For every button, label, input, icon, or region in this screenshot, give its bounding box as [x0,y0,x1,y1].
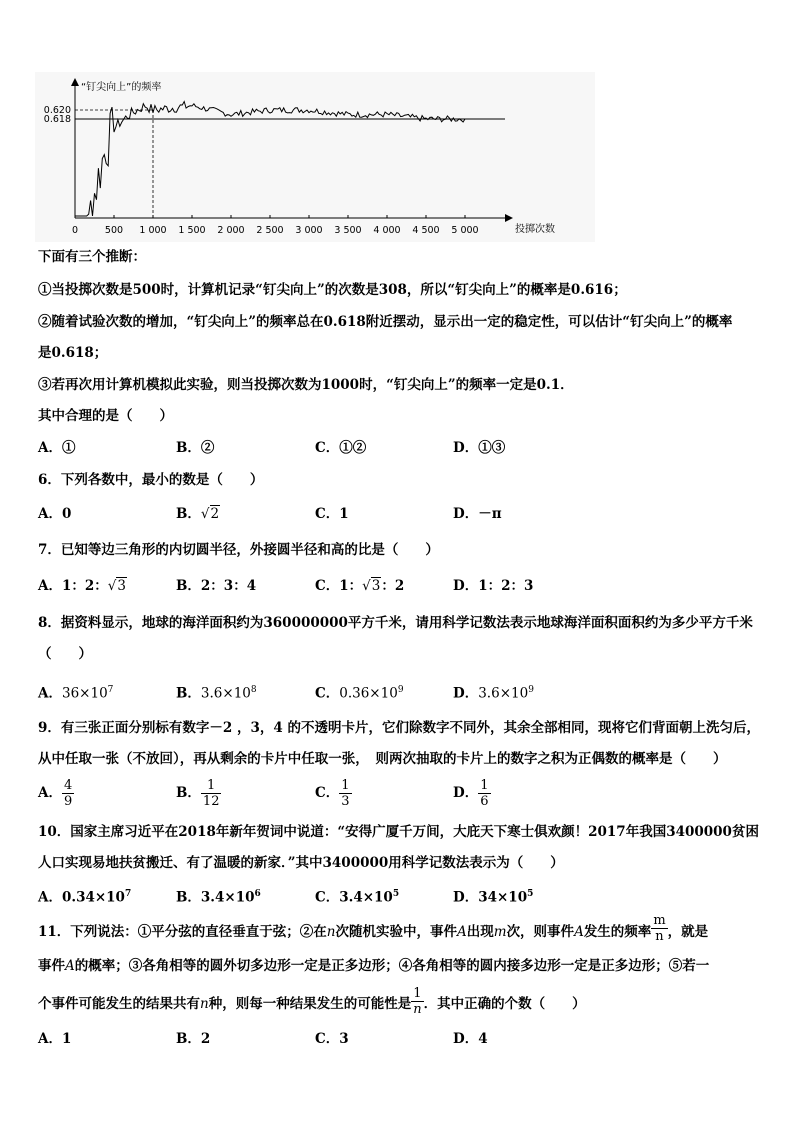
q6-option-c[interactable]: C．1 [315,506,349,522]
fraction [651,913,667,944]
q10-option-a-exp: 7 [124,889,132,899]
denominator: 9 [63,794,73,809]
q10-option-c[interactable] [315,885,399,907]
q9-option-a[interactable] [38,778,74,809]
q11-option-a[interactable]: A．1 [38,1031,72,1047]
x-tick-label: 4 000 [373,225,401,236]
q11-text: 次随机实验中，事件 [335,924,457,940]
q6-option-d[interactable]: D．－π [453,506,502,522]
q7-option-a-text: A．1：2： [38,578,108,594]
var-a: A [65,958,75,974]
denominator: 6 [480,794,489,809]
q8-option-b[interactable] [176,681,257,703]
q11-text: 次，则事件 [506,924,575,940]
q7-option-c-radicand: 3 [371,578,381,594]
denominator: n [655,929,664,944]
q11-text: 事件 [38,958,65,974]
q6-option-a[interactable]: A．0 [38,506,72,522]
q5-option-a[interactable]: A．① [38,440,76,456]
fraction [339,778,351,809]
sqrt-sign: √2 [200,506,220,522]
q8-option-c-value: 0.36×10 [339,685,398,702]
q11-text: 发生的频率 [583,924,652,940]
x-tick-label: 500 [104,225,124,236]
q9-option-d-label: D． [453,785,479,801]
fraction [478,778,490,809]
denominator: n [413,1002,422,1017]
q10-option-d[interactable] [453,885,533,907]
q8-option-c[interactable] [315,681,404,703]
y-axis-label: “钉尖向上”的频率 [81,82,162,93]
q8-option-b-label: B． [176,685,201,702]
sqrt-sign: √3 [362,578,381,594]
numerator: m [653,913,666,928]
numerator: 1 [341,778,350,793]
q5-inference-2: ②随着试验次数的增加，“钉尖向上”的频率总在0.618附近摆动，显示出一定的稳定性，可以估计“钉尖向上”的概率 [38,314,733,330]
q11-text: ．其中正确的个数（ ） [423,996,586,1012]
q5-option-d[interactable]: D．①③ [453,440,506,456]
x-tick-label: 3 500 [334,225,362,236]
var-m: m [493,924,507,940]
x-tick-label: 1 500 [178,225,206,236]
var-a: A [574,924,584,940]
y-tick-label: 0.618 [43,114,71,125]
q8-option-a-value: 36×10 [61,685,108,702]
x-tick-label: 0 [71,225,79,236]
fraction [201,778,222,809]
x-tick-label: 1 000 [139,225,167,236]
q8-stem: 8．据资料显示，地球的海洋面积约为360000000平方千米，请用科学记数法表示地球海洋面积面积约为多少平方千米 [38,615,753,631]
q11-text: ，就是 [667,924,709,940]
q9-option-c-label: C． [315,785,340,801]
x-tick-label: 2 000 [217,225,245,236]
q5-inference-3: ③若再次用计算机模拟此实验，则当投掷次数为1000时，“钉尖向上”的频率一定是0.1． [38,377,574,393]
fraction [411,986,423,1017]
q11-text: 种，则每一种结果发生的可能性是 [208,996,412,1012]
q8-option-a-exp: 7 [107,685,114,695]
numerator: 4 [63,778,73,793]
q8-option-d-value: 3.6×10 [478,685,529,702]
x-axis-label: 投掷次数 [515,224,555,235]
q8-option-d-label: D． [453,685,479,702]
x-tick-label: 4 500 [412,225,440,236]
y-tick-label: 0.620 [43,105,71,116]
q5-question: 其中合理的是（ ） [38,408,173,424]
q5-inference-1: ①当投掷次数是500时，计算机记录“钉尖向上”的次数是308，所以“钉尖向上”的概率是0.616； [38,282,627,298]
q8-option-b-exp: 8 [250,685,257,695]
q7-option-c-text: C．1： [315,578,363,594]
x-tick-label: 2 500 [256,225,284,236]
q8-paren: （ ） [38,646,92,662]
denominator: 3 [341,794,350,809]
q11-text: 的概率；③各角相等的圆外切多边形一定是正多边形；④各角相等的圆内接多边形一定是正多边形；⑤若一 [74,958,710,974]
q10-option-d-value: D．34×10 [453,889,528,906]
q11-line1 [38,913,709,944]
frequency-chart [35,72,595,242]
q11-line2 [38,957,709,975]
q10-option-d-exp: 5 [527,889,534,899]
q9-option-d[interactable] [453,778,491,809]
q9-option-a-label: A． [38,785,62,801]
q5-inference-2-cont: 是0.618； [38,345,108,361]
q10-option-b[interactable] [176,885,261,907]
q10-option-a[interactable] [38,885,131,907]
var-n: n [200,996,209,1012]
q8-option-d[interactable] [453,681,534,703]
q8-option-d-exp: 9 [528,685,534,695]
q7-option-c-tail: ：2 [381,578,405,594]
q11-line3 [38,986,586,1017]
q11-text: 11．下列说法：①平分弦的直径垂直于弦；②在 [38,924,327,940]
q5-option-c[interactable]: C．①② [315,440,367,456]
x-tick-label: 5 000 [451,225,479,236]
fraction [62,778,74,809]
q9-stem-line1: 9．有三张正面分别标有数字－2 ，3，4 的不透明卡片，它们除数字不同外，其余全部相同，现将它们背面朝上洗匀后， [38,720,760,736]
q11-option-b[interactable]: B．2 [176,1031,211,1047]
q6-option-b[interactable] [176,505,220,523]
q7-option-a-radicand: 3 [117,578,126,594]
q9-option-b-label: B． [176,785,201,801]
q11-option-c[interactable]: C．3 [315,1031,349,1047]
numerator: 1 [201,778,222,794]
q10-option-b-exp: 6 [254,889,261,899]
numerator: 1 [411,986,423,1002]
q10-option-b-value: B．3.4×10 [176,889,255,906]
q6-option-b-label: B． [176,506,201,522]
q7-option-c[interactable] [315,577,404,595]
q11-option-d[interactable]: D．4 [453,1031,488,1047]
q8-option-a[interactable] [38,681,113,703]
numerator: 1 [480,778,489,793]
q6-option-b-radicand: 2 [210,506,220,522]
sqrt-sign: √3 [107,578,126,594]
q6-stem: 6．下列各数中，最小的数是（ ） [38,472,264,488]
q9-option-b[interactable] [176,778,221,809]
q7-stem: 7．已知等边三角形的内切圆半径，外接圆半径和高的比是（ ） [38,542,439,558]
q8-option-a-label: A． [38,685,62,702]
var-n: n [326,924,336,940]
q7-option-a[interactable] [38,577,127,595]
q5-option-b[interactable]: B．② [176,440,215,456]
q9-option-c[interactable] [315,778,352,809]
x-tick-label: 3 000 [295,225,323,236]
denominator: 12 [202,794,220,809]
q10-stem-line2: 人口实现易地扶贫搬迁、有了温暖的新家．”其中3400000用科学记数法表示为（ ） [38,855,564,871]
q8-option-c-label: C． [315,685,340,702]
q10-option-c-value: C．3.4×10 [315,889,393,906]
q8-option-c-exp: 9 [397,685,404,695]
q7-option-b[interactable]: B．2：3：4 [176,578,257,594]
q10-stem-line1: 10．国家主席习近平在2018年新年贺词中说道：“安得广厦千万间，大庇天下寒士俱欢颜！2017年我国3400000贫困 [38,824,759,840]
q11-text: 个事件可能发生的结果共有 [38,996,200,1012]
var-a: A [457,924,467,940]
q10-option-c-exp: 5 [392,889,400,899]
q9-stem-line2: 从中任取一张（不放回），再从剩余的卡片中任取一张， 则两次抽取的卡片上的数字之积为正偶数的概率是（ ） [38,751,727,767]
q11-text: 出现 [466,924,494,940]
q8-option-b-value: 3.6×10 [200,685,251,702]
q10-option-a-value: A．0.34×10 [38,889,125,906]
intro-text: 下面有三个推断： [38,249,146,265]
q7-option-d[interactable]: D．1：2：3 [453,578,534,594]
